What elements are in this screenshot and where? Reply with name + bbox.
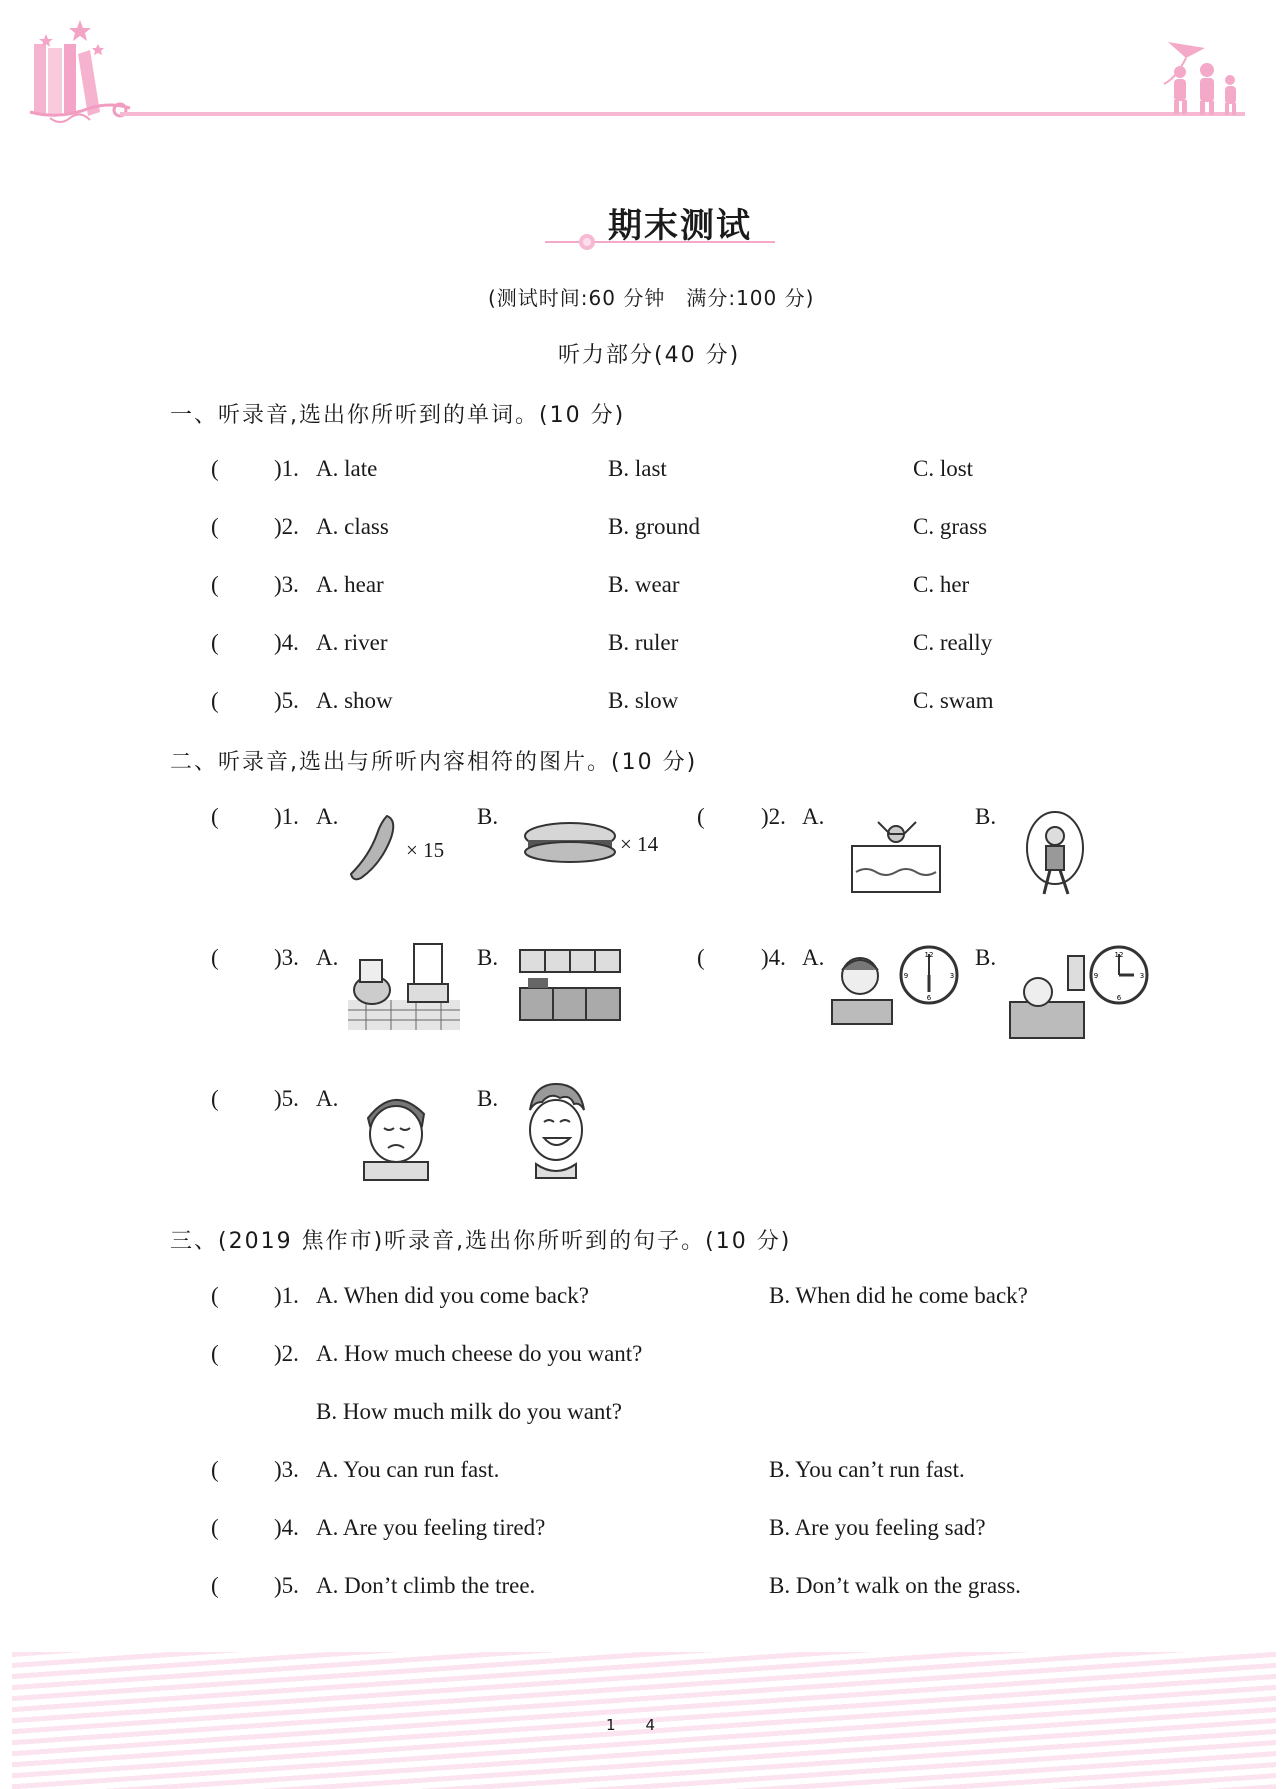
count-a: × 15 [406, 838, 445, 862]
question-number: )4. [274, 1515, 299, 1540]
answer-paren: ( [211, 1573, 219, 1598]
clock-label: 12 [1114, 951, 1124, 959]
part3-heading: 三、(2019 焦作市)听录音,选出你所听到的句子。(10 分) [170, 1229, 792, 1254]
answer-paren: ( [211, 1341, 219, 1366]
option-a: A. When did you come back? [316, 1283, 589, 1308]
option-c: C. really [913, 630, 993, 655]
clock-icon [898, 944, 960, 1006]
children-kite-icon [1164, 42, 1236, 115]
swimming-pool-icon [848, 812, 944, 896]
option-b: B. Don’t walk on the grass. [769, 1573, 1021, 1598]
count-b: × 14 [620, 832, 659, 856]
option-b: B. How much milk do you want? [316, 1399, 622, 1424]
question-number: )1. [274, 804, 299, 829]
clock-label: 3 [949, 972, 955, 980]
option-a: A. class [316, 514, 389, 539]
clock-label: 6 [1116, 994, 1122, 1002]
bathroom-icon [346, 940, 462, 1032]
question-number: )2. [274, 514, 299, 539]
question-number: )4. [274, 630, 299, 655]
clock-label: 9 [1093, 972, 1099, 980]
option-a: A. [316, 804, 339, 829]
question-number: )5. [274, 1086, 299, 1111]
option-b: B. last [608, 456, 667, 481]
option-a: A. show [316, 688, 393, 713]
answer-paren: ( [211, 514, 219, 539]
option-b: B. ground [608, 514, 700, 539]
test-info: (测试时间:60 分钟 满分:100 分) [488, 286, 815, 310]
question-number: )3. [274, 1457, 299, 1482]
option-b: B. [975, 945, 997, 970]
question-number: )3. [274, 945, 299, 970]
option-b: B. [477, 945, 499, 970]
kitchen-icon [518, 948, 622, 1022]
question-number: )1. [274, 456, 299, 481]
answer-paren: ( [211, 456, 219, 481]
option-a: A. Are you feeling tired? [316, 1515, 546, 1540]
question-number: )4. [761, 945, 786, 970]
answer-paren: ( [211, 1515, 219, 1540]
part1-heading: 一、听录音,选出你所听到的单词。(10 分) [170, 403, 626, 428]
option-b: B. slow [608, 688, 679, 713]
option-b: B. wear [608, 572, 680, 597]
clock-icon [1088, 944, 1150, 1006]
answer-paren: ( [697, 945, 705, 970]
option-a: A. river [316, 630, 388, 655]
question-number: )3. [274, 572, 299, 597]
clock-label: 9 [903, 972, 909, 980]
option-b: B. When did he come back? [769, 1283, 1028, 1308]
going-to-bed-icon [1008, 952, 1086, 1040]
option-a: A. [316, 1086, 339, 1111]
option-a: A. [316, 945, 339, 970]
laughing-boy-icon [520, 1080, 592, 1180]
page-title: 期末测试 [608, 206, 752, 246]
option-b: B. [477, 804, 499, 829]
option-c: C. swam [913, 688, 994, 713]
answer-paren: ( [211, 688, 219, 713]
option-a: A. [802, 804, 825, 829]
answer-paren: ( [211, 945, 219, 970]
answer-paren: ( [211, 1086, 219, 1111]
option-a: A. [802, 945, 825, 970]
answer-paren: ( [211, 804, 219, 829]
option-b: B. [477, 1086, 499, 1111]
option-b: B. [975, 804, 997, 829]
part2-heading: 二、听录音,选出与所听内容相符的图片。(10 分) [170, 750, 698, 775]
clock-label: 6 [926, 994, 932, 1002]
banana-icon [345, 812, 405, 882]
crying-boy-icon [354, 1088, 434, 1182]
answer-paren: ( [211, 572, 219, 597]
clock-label: 12 [924, 951, 934, 959]
page-number: 1 4 [606, 1716, 656, 1734]
question-number: )2. [761, 804, 786, 829]
option-a: A. late [316, 456, 378, 481]
option-b: B. You can’t run fast. [769, 1457, 965, 1482]
listening-section-title: 听力部分(40 分) [558, 343, 741, 368]
clock-label: 3 [1139, 972, 1145, 980]
option-a: A. How much cheese do you want? [316, 1341, 643, 1366]
answer-paren: ( [697, 804, 705, 829]
question-number: )2. [274, 1341, 299, 1366]
option-c: C. her [913, 572, 970, 597]
option-b: B. ruler [608, 630, 679, 655]
option-a: A. You can run fast. [316, 1457, 500, 1482]
waking-up-icon [830, 946, 894, 1026]
question-number: )5. [274, 688, 299, 713]
hot-dog-icon [520, 818, 620, 868]
question-number: )5. [274, 1573, 299, 1598]
header-decoration [0, 0, 1287, 140]
option-a: A. Don’t climb the tree. [316, 1573, 536, 1598]
option-a: A. hear [316, 572, 384, 597]
option-c: C. lost [913, 456, 974, 481]
option-b: B. Are you feeling sad? [769, 1515, 986, 1540]
answer-paren: ( [211, 1283, 219, 1308]
answer-paren: ( [211, 1457, 219, 1482]
option-c: C. grass [913, 514, 988, 539]
answer-paren: ( [211, 630, 219, 655]
jump-rope-icon [1020, 808, 1090, 908]
book-flower-logo-icon [30, 20, 130, 122]
question-number: )1. [274, 1283, 299, 1308]
title-underline [545, 232, 775, 252]
